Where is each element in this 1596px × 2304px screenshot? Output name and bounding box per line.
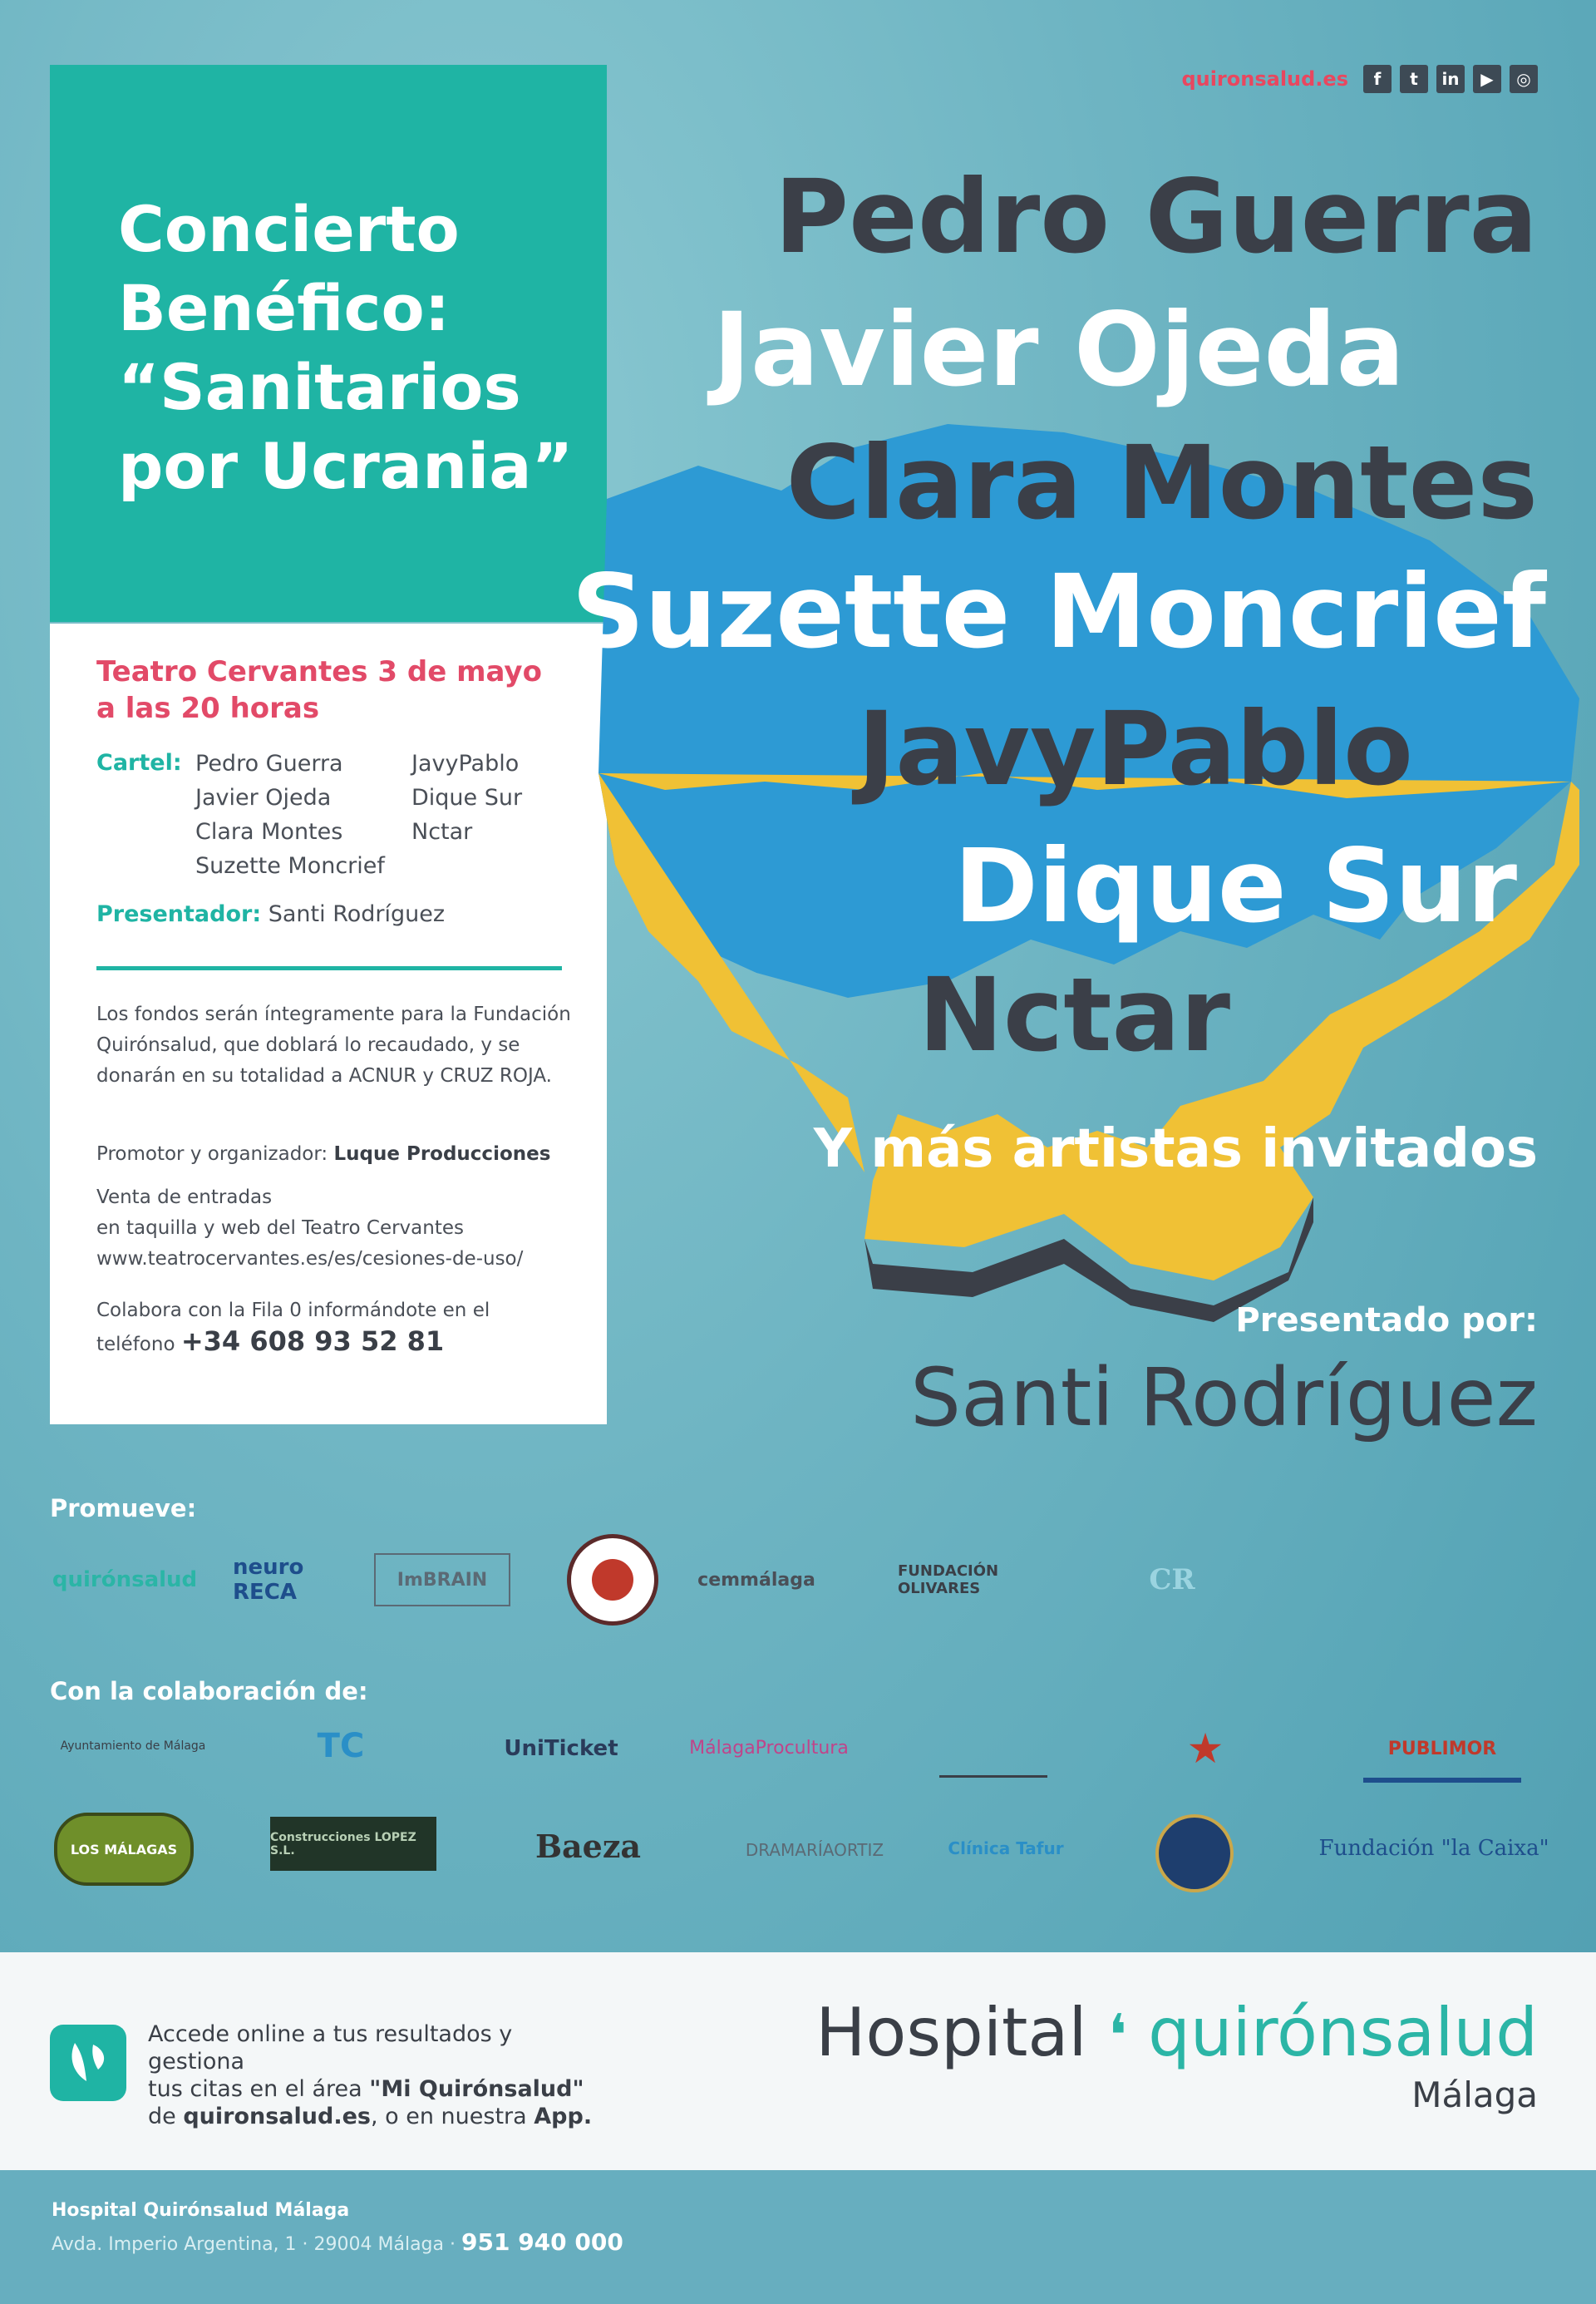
artist-javier-ojeda: Javier Ojeda (712, 291, 1405, 409)
sale-url[interactable]: www.teatrocervantes.es/es/cesiones-de-uso/ (96, 1248, 524, 1270)
fila0-text: Colabora con la Fila 0 informándote en el teléfono (96, 1300, 490, 1355)
logo-baeza: Baeza (534, 1827, 642, 1865)
leaf-icon (50, 2025, 126, 2101)
instagram-icon[interactable]: ◎ (1510, 65, 1538, 93)
cartel-item: Dique Sur (411, 785, 523, 811)
title-line: “Sanitarios (118, 350, 521, 424)
logo-crest (1155, 1814, 1234, 1892)
site-link[interactable]: quironsalud.es (1181, 67, 1348, 91)
title-line: por Ucrania” (118, 429, 574, 503)
hospital-logo (815, 1994, 1538, 2115)
seal-center (592, 1559, 633, 1601)
mi-quironsalud-label: "Mi Quirónsalud" (369, 2076, 584, 2102)
concert-title (118, 190, 573, 506)
artist-clara-montes: Clara Montes (786, 424, 1538, 542)
access-line-text: tus citas en el área (148, 2076, 370, 2102)
venue-date (96, 654, 542, 727)
access-line (148, 2103, 613, 2130)
fila0-phone[interactable]: +34 608 93 52 81 (180, 1325, 445, 1357)
logo-ayuntamiento-malaga: Ayuntamiento de Málaga (60, 1739, 206, 1753)
fila0-info (96, 1295, 545, 1360)
linkedin-icon[interactable]: in (1436, 65, 1465, 93)
app-label: App. (534, 2104, 593, 2129)
logo-signature-brand (939, 1725, 1047, 1778)
artist-suzette-moncrief: Suzette Moncrief (571, 553, 1546, 671)
mi-quironsalud-app-icon[interactable] (50, 2025, 126, 2101)
access-line (148, 2075, 613, 2103)
footer-hospital-name: Hospital Quirónsalud Málaga (52, 2200, 350, 2221)
logo-cr: CR (1149, 1563, 1195, 1596)
logo-publimor: PUBLIMOR (1363, 1719, 1521, 1783)
quironsalud-leaf-icon: ❛ (1108, 2001, 1127, 2070)
hospital-word: Hospital (815, 1994, 1087, 2071)
cartel-item: JavyPablo (411, 751, 520, 777)
quironsalud-link[interactable]: quironsalud.es (183, 2104, 371, 2129)
logo-clinica-tafur: Clínica Tafur (948, 1838, 1064, 1858)
starfish-logo: ★ (1186, 1724, 1224, 1773)
cartel-item: Pedro Guerra (195, 751, 343, 777)
title-box (50, 65, 607, 622)
access-text (148, 2020, 613, 2130)
cartel-column-1 (195, 747, 385, 883)
logo-fundacion-la-caixa: Fundación "la Caixa" (1318, 1835, 1549, 1861)
access-line-text: , o en nuestra (370, 2104, 534, 2129)
logo-cemmalaga: cemmálaga (697, 1569, 815, 1591)
presenter-label: Presentador: (96, 901, 262, 927)
footer (0, 2170, 1596, 2304)
artist-pedro-guerra: Pedro Guerra (774, 158, 1538, 276)
funds-text: Los fondos serán íntegramente para la Fundación Quirónsalud, que doblará lo recaudado, y se donarán en su totalidad a ACNUR y CRUZ ROJA. (96, 1004, 571, 1087)
artist-javypablo: JavyPablo (857, 690, 1413, 808)
cartel-label: Cartel: (96, 750, 182, 776)
footer-phone[interactable]: 951 940 000 (461, 2228, 623, 2256)
cartel-item: Javier Ojeda (195, 785, 332, 811)
promueve-title: Promueve: (50, 1494, 197, 1522)
artist-dique-sur: Dique Sur (953, 827, 1517, 945)
cartel-column-2 (411, 747, 522, 849)
footer-address: Avda. Imperio Argentina, 1 · 29004 Málaga · (52, 2234, 456, 2255)
hospital-brand: quirónsalud (1148, 1994, 1538, 2071)
twitter-icon[interactable]: t (1400, 65, 1428, 93)
sale-info (96, 1182, 587, 1275)
sale-line: Venta de entradas (96, 1187, 273, 1208)
more-artists: Y más artistas invitados (813, 1118, 1538, 1180)
logo-construcciones-lopez: Construcciones LOPEZ S.L. (270, 1817, 436, 1871)
hospital-city: Málaga (1411, 2075, 1538, 2115)
logo-uniticket: UniTicket (504, 1735, 618, 1761)
logo-medical-association-seal (567, 1534, 658, 1626)
logo-imbrain: ImBRAIN (374, 1553, 510, 1606)
time-line: a las 20 horas (96, 692, 320, 725)
colab-title: Con la colaboración de: (50, 1677, 368, 1705)
cartel-item: Suzette Moncrief (195, 853, 385, 879)
cartel-item: Nctar (411, 819, 473, 845)
youtube-icon[interactable]: ▶ (1473, 65, 1501, 93)
presenter-big: Santi Rodríguez (910, 1351, 1538, 1444)
footer-address-row (52, 2228, 623, 2256)
access-line: Accede online a tus resultados y gestiona (148, 2021, 513, 2075)
promoter-row (96, 1139, 587, 1170)
logo-los-malagas: LOS MÁLAGAS (54, 1813, 194, 1886)
cartel-item: Clara Montes (195, 819, 343, 845)
logo-neuro-reca: neuro RECA (233, 1555, 304, 1605)
hospital-wordmark (815, 1994, 1538, 2071)
promoter-name: Luque Producciones (333, 1143, 551, 1165)
info-box (50, 624, 607, 1424)
divider (96, 966, 562, 970)
facebook-icon[interactable]: f (1363, 65, 1392, 93)
access-line-text: de (148, 2104, 184, 2129)
logo-malaga-procultura: MálagaProcultura (689, 1738, 849, 1759)
logo-quironsalud: quirónsalud (52, 1567, 198, 1592)
presenter-row (96, 901, 445, 927)
artist-nctar: Nctar (918, 956, 1230, 1074)
sale-line: en taquilla y web del Teatro Cervantes (96, 1217, 464, 1239)
promoter-label: Promotor y organizador: (96, 1143, 328, 1165)
presenter-name: Santi Rodríguez (268, 901, 446, 927)
logo-fundacion-olivares: FUNDACIÓN OLIVARES (898, 1562, 999, 1597)
venue-line: Teatro Cervantes 3 de mayo (96, 655, 542, 688)
logo-dra-maria-ortiz: DRAMARÍAORTIZ (745, 1840, 884, 1860)
social-bar (1181, 65, 1538, 93)
title-line: Concierto (118, 192, 460, 266)
presented-by-label: Presentado por: (1235, 1301, 1538, 1339)
logo-teatro-cervantes: TC (317, 1727, 365, 1765)
title-line: Benéfico: (118, 271, 451, 345)
